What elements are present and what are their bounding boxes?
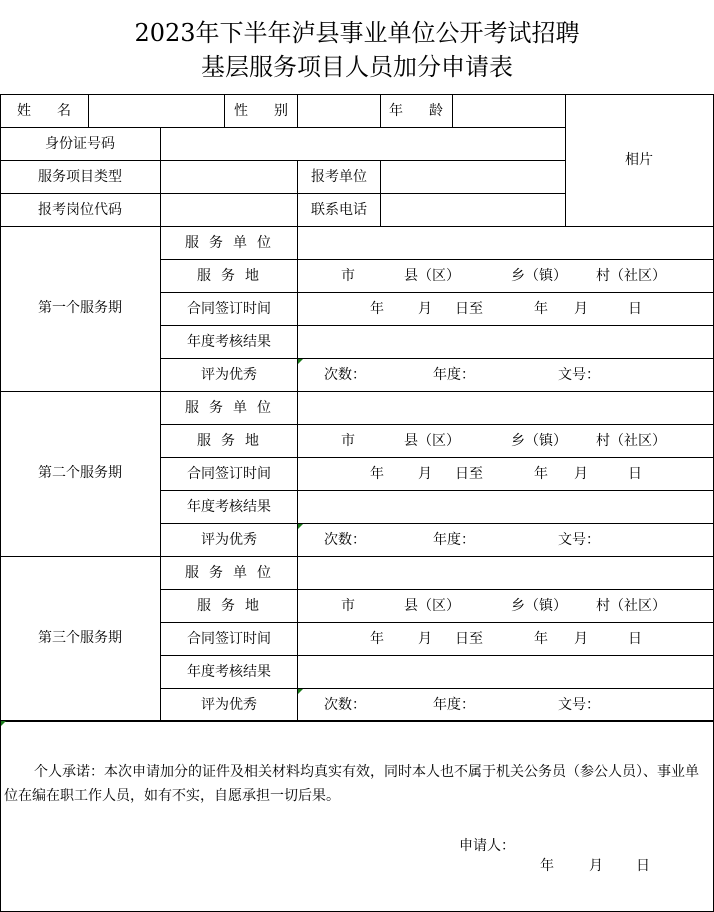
excellent-times-label: 次数： bbox=[324, 697, 366, 713]
table-border-top bbox=[0, 94, 714, 95]
contract-end-year: 年 bbox=[534, 301, 548, 317]
col-divider bbox=[224, 94, 225, 127]
contract-time-label: 合同签订时间 bbox=[187, 466, 271, 482]
name-label: 姓 名 bbox=[17, 103, 77, 119]
row-divider bbox=[160, 655, 714, 656]
annual-assessment-label: 年度考核结果 bbox=[187, 664, 271, 680]
apply-unit-label: 报考单位 bbox=[311, 169, 367, 185]
form-title-line2: 基层服务项目人员加分申请表 bbox=[201, 53, 513, 81]
cell-comment-marker bbox=[298, 359, 303, 364]
service-unit-label: 服务单位 bbox=[185, 400, 281, 416]
cell-comment-marker bbox=[298, 689, 303, 694]
contract-start-year: 年 bbox=[370, 631, 384, 647]
contract-end-month: 月 bbox=[574, 466, 588, 482]
phone-label: 联系电话 bbox=[311, 202, 367, 218]
contract-end-day: 日 bbox=[628, 631, 642, 647]
contract-start-day: 日至 bbox=[455, 301, 483, 317]
row-divider bbox=[160, 589, 714, 590]
col-divider bbox=[88, 94, 89, 127]
contract-end-year: 年 bbox=[534, 631, 548, 647]
contract-start-month: 月 bbox=[418, 466, 432, 482]
excellent-times-label: 次数： bbox=[324, 367, 366, 383]
place-county: 县（区） bbox=[404, 268, 460, 284]
period-label: 第二个服务期 bbox=[38, 465, 122, 481]
excellent-label: 评为优秀 bbox=[201, 367, 257, 383]
contract-end-day: 日 bbox=[628, 301, 642, 317]
col-divider bbox=[380, 94, 381, 127]
pledge-text: 个人承诺：本次申请加分的证件及相关材料均真实有效，同时本人也不属于机关公务员（参公人员）、事业单位在编在职工作人员，如有不实，自愿承担一切后果。 bbox=[4, 764, 699, 804]
place-county: 县（区） bbox=[404, 433, 460, 449]
row-divider bbox=[0, 556, 714, 557]
col-divider bbox=[380, 160, 381, 226]
row-divider bbox=[160, 523, 714, 524]
row-divider bbox=[160, 259, 714, 260]
row-divider bbox=[160, 622, 714, 623]
excellent-times-label: 次数： bbox=[324, 532, 366, 548]
contract-start-month: 月 bbox=[418, 301, 432, 317]
place-city: 市 bbox=[341, 268, 355, 284]
place-town: 乡（镇） bbox=[511, 268, 567, 284]
place-town: 乡（镇） bbox=[511, 598, 567, 614]
contract-start-year: 年 bbox=[370, 301, 384, 317]
contract-time-label: 合同签订时间 bbox=[187, 631, 271, 647]
row-divider bbox=[160, 424, 714, 425]
contract-end-day: 日 bbox=[628, 466, 642, 482]
excellent-year-label: 年度： bbox=[433, 697, 475, 713]
id-number-label: 身份证号码 bbox=[45, 136, 115, 152]
excellent-doc-number-label: 文号： bbox=[558, 532, 600, 548]
gender-label: 性 别 bbox=[234, 103, 294, 119]
form-title-line1: 2023年下半年泸县事业单位公开考试招聘 bbox=[134, 19, 580, 47]
period-label: 第三个服务期 bbox=[38, 630, 122, 646]
applicant-label: 申请人： bbox=[459, 838, 515, 854]
row-divider bbox=[0, 226, 714, 227]
row-divider bbox=[160, 325, 714, 326]
project-type-label: 服务项目类型 bbox=[38, 169, 122, 185]
row-divider bbox=[0, 193, 565, 194]
service-unit-label: 服务单位 bbox=[185, 565, 281, 581]
table-border-left bbox=[0, 94, 1, 912]
place-city: 市 bbox=[341, 598, 355, 614]
position-code-label: 报考岗位代码 bbox=[38, 202, 122, 218]
annual-assessment-label: 年度考核结果 bbox=[187, 499, 271, 515]
service-place-label: 服务地 bbox=[197, 598, 269, 614]
place-town: 乡（镇） bbox=[511, 433, 567, 449]
row-divider bbox=[0, 721, 714, 722]
contract-end-year: 年 bbox=[534, 466, 548, 482]
period-label: 第一个服务期 bbox=[38, 300, 122, 316]
excellent-label: 评为优秀 bbox=[201, 697, 257, 713]
age-label: 年 龄 bbox=[389, 103, 449, 119]
place-village: 村（社区） bbox=[596, 598, 666, 614]
service-place-label: 服务地 bbox=[197, 433, 269, 449]
row-divider bbox=[160, 688, 714, 689]
contract-start-day: 日至 bbox=[455, 466, 483, 482]
row-divider bbox=[160, 457, 714, 458]
photo-cell-border bbox=[565, 94, 566, 226]
excellent-label: 评为优秀 bbox=[201, 532, 257, 548]
col-divider bbox=[160, 127, 161, 720]
cell-comment-marker bbox=[298, 524, 303, 529]
place-city: 市 bbox=[341, 433, 355, 449]
col-divider bbox=[297, 226, 298, 720]
place-county: 县（区） bbox=[404, 598, 460, 614]
contract-end-month: 月 bbox=[574, 301, 588, 317]
annual-assessment-label: 年度考核结果 bbox=[187, 334, 271, 350]
cell-comment-marker bbox=[1, 721, 6, 726]
place-village: 村（社区） bbox=[596, 433, 666, 449]
col-divider bbox=[452, 94, 453, 127]
contract-start-month: 月 bbox=[418, 631, 432, 647]
signature-day: 日 bbox=[636, 858, 650, 874]
place-village: 村（社区） bbox=[596, 268, 666, 284]
photo-label: 相片 bbox=[625, 152, 653, 168]
excellent-year-label: 年度： bbox=[433, 532, 475, 548]
signature-month: 月 bbox=[589, 858, 603, 874]
contract-time-label: 合同签订时间 bbox=[187, 301, 271, 317]
col-divider bbox=[297, 160, 298, 226]
service-place-label: 服务地 bbox=[197, 268, 269, 284]
contract-start-year: 年 bbox=[370, 466, 384, 482]
row-divider bbox=[0, 127, 565, 128]
excellent-doc-number-label: 文号： bbox=[558, 367, 600, 383]
excellent-doc-number-label: 文号： bbox=[558, 697, 600, 713]
service-unit-label: 服务单位 bbox=[185, 235, 281, 251]
col-divider bbox=[297, 94, 298, 127]
contract-end-month: 月 bbox=[574, 631, 588, 647]
row-divider bbox=[160, 358, 714, 359]
row-divider bbox=[0, 391, 714, 392]
excellent-year-label: 年度： bbox=[433, 367, 475, 383]
row-divider bbox=[160, 490, 714, 491]
row-divider bbox=[160, 292, 714, 293]
row-divider bbox=[0, 160, 565, 161]
signature-year: 年 bbox=[540, 858, 554, 874]
contract-start-day: 日至 bbox=[455, 631, 483, 647]
